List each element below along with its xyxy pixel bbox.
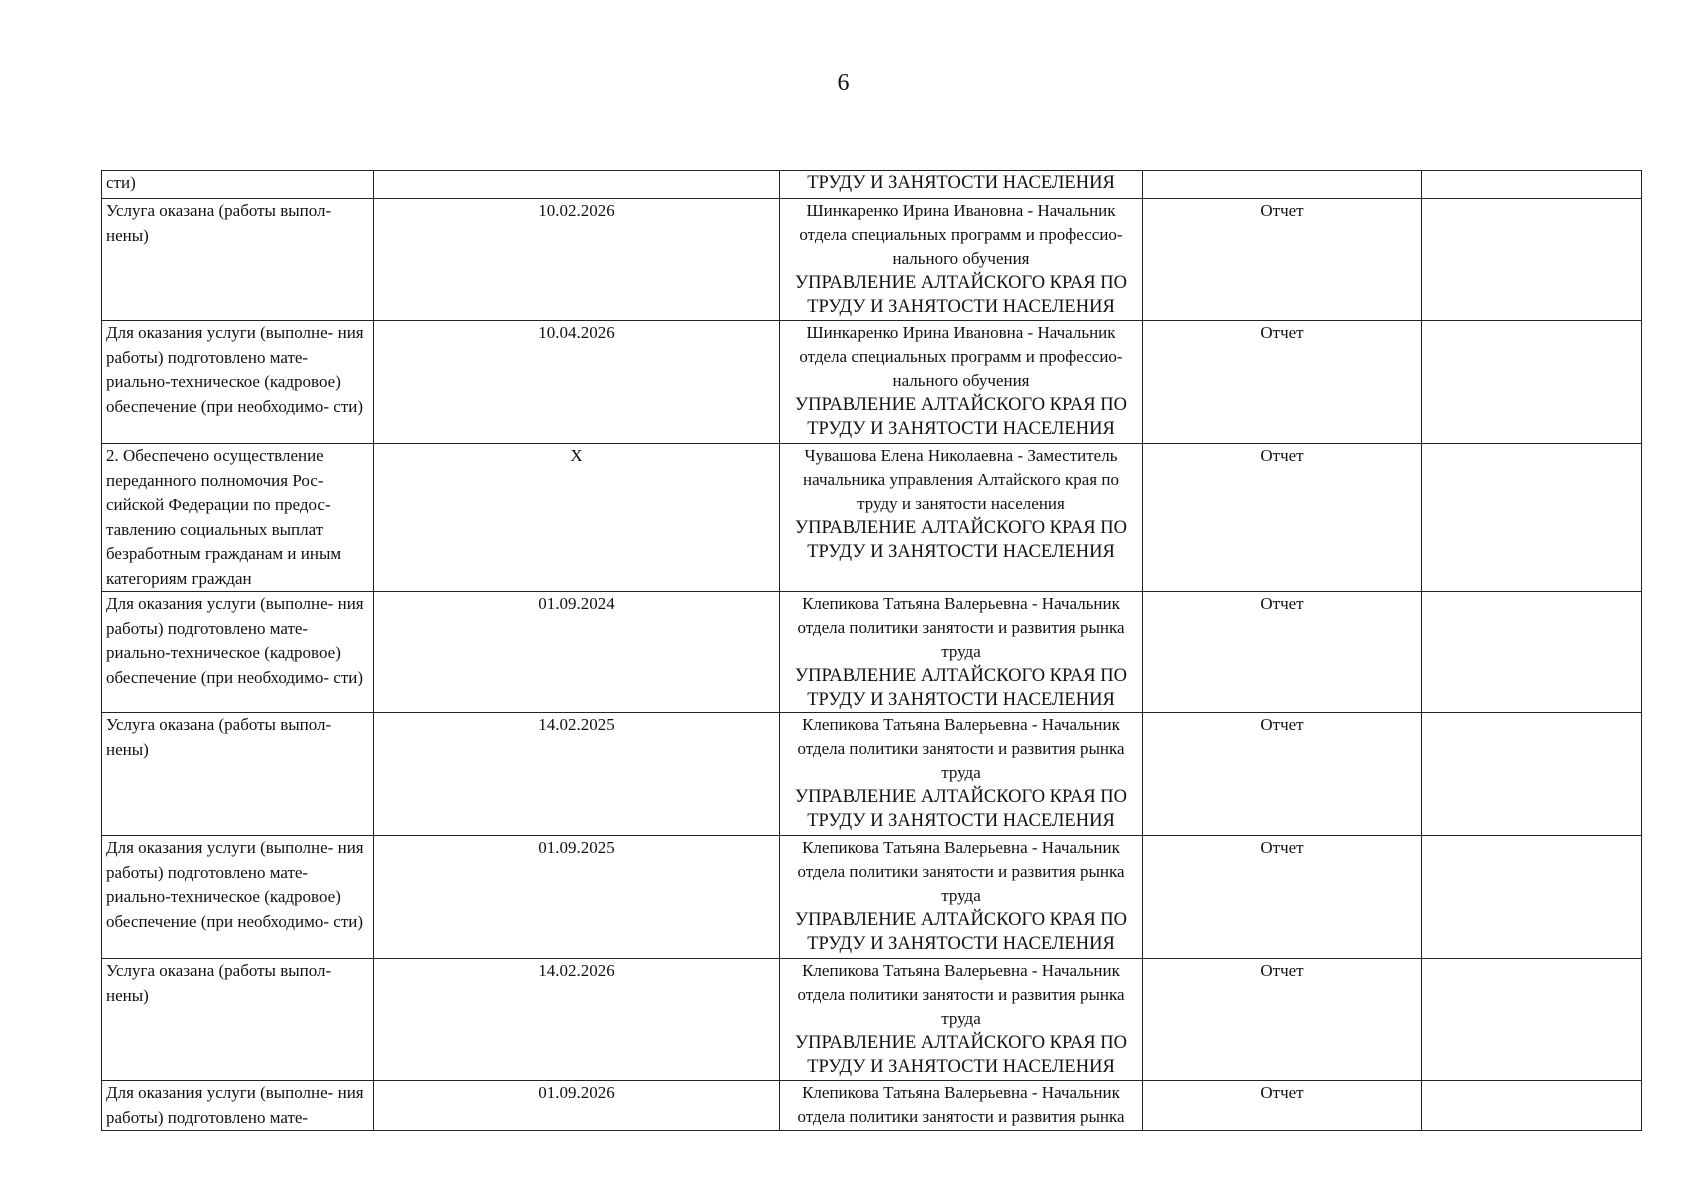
table-row	[102, 444, 1642, 592]
document-cell: Отчет	[1143, 1081, 1422, 1131]
extra-cell	[1422, 592, 1642, 713]
extra-cell	[1422, 444, 1642, 592]
responsible-cell	[780, 713, 1143, 836]
responsible-person: Шинкаренко Ирина Ивановна - Начальник отдела специальных программ и профессио- нального обучения	[799, 323, 1123, 390]
table-row	[102, 199, 1642, 321]
result-cell: Для оказания услуги (выполне- ния работы) подготовлено мате-	[102, 1081, 374, 1131]
extra-cell	[1422, 1081, 1642, 1131]
responsible-person: Клепикова Татьяна Валерьевна - Начальник отдела политики занятости и развития рынка труда	[797, 961, 1125, 1028]
responsible-organization: УПРАВЛЕНИЕ АЛТАЙСКОГО КРАЯ ПО ТРУДУ И ЗАНЯТОСТИ НАСЕЛЕНИЯ	[795, 666, 1127, 710]
responsible-organization: УПРАВЛЕНИЕ АЛТАЙСКОГО КРАЯ ПО ТРУДУ И ЗАНЯТОСТИ НАСЕЛЕНИЯ	[795, 910, 1127, 954]
date-cell: 10.02.2026	[374, 199, 780, 321]
responsible-person: Клепикова Татьяна Валерьевна - Начальник отдела политики занятости и развития рынка труда	[797, 594, 1125, 661]
extra-cell	[1422, 171, 1642, 199]
extra-cell	[1422, 959, 1642, 1081]
document-cell	[1143, 171, 1422, 199]
responsible-cell	[780, 959, 1143, 1081]
document-cell: Отчет	[1143, 592, 1422, 713]
responsible-person: Чувашова Елена Николаевна - Заместитель начальника управления Алтайского края по труду и занятости населения	[803, 446, 1119, 513]
document-cell: Отчет	[1143, 199, 1422, 321]
table-row	[102, 1081, 1642, 1131]
document-cell: Отчет	[1143, 959, 1422, 1081]
extra-cell	[1422, 713, 1642, 836]
table-row	[102, 171, 1642, 199]
responsible-organization: УПРАВЛЕНИЕ АЛТАЙСКОГО КРАЯ ПО ТРУДУ И ЗАНЯТОСТИ НАСЕЛЕНИЯ	[795, 787, 1127, 831]
extra-cell	[1422, 199, 1642, 321]
table-row	[102, 713, 1642, 836]
result-cell: Услуга оказана (работы выпол- нены)	[102, 713, 374, 836]
date-cell: X	[374, 444, 780, 592]
extra-cell	[1422, 321, 1642, 444]
document-cell: Отчет	[1143, 713, 1422, 836]
result-cell: Для оказания услуги (выполне- ния работы) подготовлено мате- риально-техническое (кадровое) обеспечение (при необходимо- сти)	[102, 592, 374, 713]
result-cell: Для оказания услуги (выполне- ния работы) подготовлено мате- риально-техническое (кадровое) обеспечение (при необходимо- сти)	[102, 321, 374, 444]
responsible-cell	[780, 836, 1143, 959]
extra-cell	[1422, 836, 1642, 959]
responsible-cell	[780, 592, 1143, 713]
responsible-person: Шинкаренко Ирина Ивановна - Начальник отдела специальных программ и профессио- нального обучения	[799, 201, 1123, 268]
document-cell: Отчет	[1143, 444, 1422, 592]
table-row	[102, 959, 1642, 1081]
table-row	[102, 321, 1642, 444]
result-cell: 2. Обеспечено осуществление переданного полномочия Рос- сийской Федерации по предос- тавлению социальных выплат безработным гражданам и иным категориям граждан	[102, 444, 374, 592]
result-cell: Для оказания услуги (выполне- ния работы) подготовлено мате- риально-техническое (кадровое) обеспечение (при необходимо- сти)	[102, 836, 374, 959]
date-cell: 14.02.2026	[374, 959, 780, 1081]
result-cell: Услуга оказана (работы выпол- нены)	[102, 199, 374, 321]
result-cell: Услуга оказана (работы выпол- нены)	[102, 959, 374, 1081]
page-number: 6	[837, 70, 850, 96]
responsible-person: Клепикова Татьяна Валерьевна - Начальник отдела политики занятости и развития рынка труда	[797, 838, 1125, 905]
responsible-cell	[780, 199, 1143, 321]
plan-table	[101, 170, 1642, 1131]
table-row	[102, 592, 1642, 713]
responsible-organization: УПРАВЛЕНИЕ АЛТАЙСКОГО КРАЯ ПО ТРУДУ И ЗАНЯТОСТИ НАСЕЛЕНИЯ	[795, 518, 1127, 562]
responsible-organization: ТРУДУ И ЗАНЯТОСТИ НАСЕЛЕНИЯ	[807, 173, 1115, 193]
document-cell: Отчет	[1143, 321, 1422, 444]
result-cell: сти)	[102, 171, 374, 199]
responsible-cell	[780, 321, 1143, 444]
date-cell: 10.04.2026	[374, 321, 780, 444]
responsible-organization: УПРАВЛЕНИЕ АЛТАЙСКОГО КРАЯ ПО ТРУДУ И ЗАНЯТОСТИ НАСЕЛЕНИЯ	[795, 273, 1127, 317]
date-cell	[374, 171, 780, 199]
responsible-organization: УПРАВЛЕНИЕ АЛТАЙСКОГО КРАЯ ПО ТРУДУ И ЗАНЯТОСТИ НАСЕЛЕНИЯ	[795, 1033, 1127, 1077]
responsible-cell	[780, 444, 1143, 592]
responsible-cell	[780, 171, 1143, 199]
responsible-organization: УПРАВЛЕНИЕ АЛТАЙСКОГО КРАЯ ПО ТРУДУ И ЗАНЯТОСТИ НАСЕЛЕНИЯ	[795, 395, 1127, 439]
date-cell: 01.09.2026	[374, 1081, 780, 1131]
date-cell: 01.09.2025	[374, 836, 780, 959]
date-cell: 14.02.2025	[374, 713, 780, 836]
responsible-person: Клепикова Татьяна Валерьевна - Начальник отдела политики занятости и развития рынка	[797, 1083, 1125, 1126]
responsible-cell	[780, 1081, 1143, 1131]
responsible-person: Клепикова Татьяна Валерьевна - Начальник отдела политики занятости и развития рынка труда	[797, 715, 1125, 782]
date-cell: 01.09.2024	[374, 592, 780, 713]
table-row	[102, 836, 1642, 959]
document-cell: Отчет	[1143, 836, 1422, 959]
